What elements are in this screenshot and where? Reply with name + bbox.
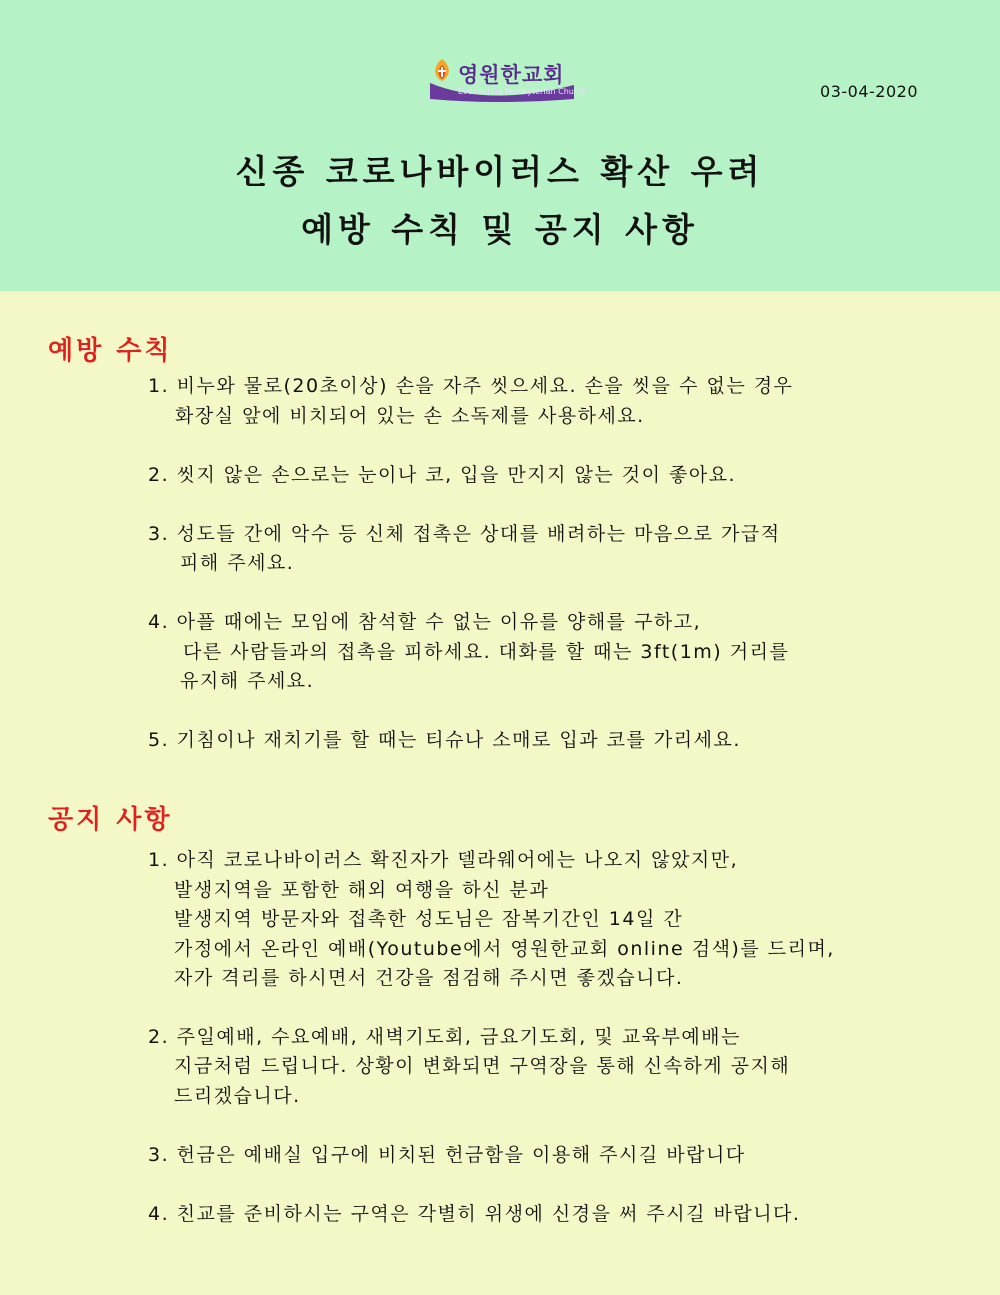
prevention-item-3-line-1: 3. 성도들 간에 악수 등 신체 접촉은 상대를 배려하는 마음으로 가급적 <box>148 523 781 545</box>
notice-item-4-line-1: 4. 친교를 준비하시는 구역은 각별히 위생에 신경을 써 주시길 바랍니다. <box>148 1203 801 1225</box>
notice-heading: 공지 사항 <box>48 805 173 835</box>
notice-item-2-line-3: 드리겠습니다. <box>174 1085 301 1107</box>
notice-item-1-line-3: 발생지역 방문자와 접촉한 성도님은 잠복기간인 14일 간 <box>174 908 684 930</box>
prevention-item-4-line-3: 유지해 주세요. <box>180 670 315 692</box>
notice-item-2-line-1: 2. 주일예배, 수요예배, 새벽기도회, 금요기도회, 및 교육부예배는 <box>148 1026 741 1048</box>
notice-item-1-line-4: 가정에서 온라인 예배(Youtube에서 영원한교회 online 검색)를 드리며, <box>174 938 835 960</box>
prevention-item-4-line-1: 4. 아플 때에는 모임에 참석할 수 없는 이유를 양해를 구하고, <box>148 611 702 633</box>
prevention-item-4-line-2: 다른 사람들과의 접촉을 피하세요. 대화를 할 때는 3ft(1m) 거리를 <box>183 641 790 663</box>
header-banner <box>0 0 1000 291</box>
logo-subtitle: Everlasting Presbyterian Church <box>458 87 587 96</box>
logo-name: 영원한교회 <box>458 63 565 87</box>
church-logo <box>428 55 587 105</box>
prevention-item-1-line-1: 1. 비누와 물로(20초이상) 손을 자주 씻으세요. 손을 씻을 수 없는 경우 <box>148 375 794 397</box>
prevention-item-5-line-1: 5. 기침이나 재치기를 할 때는 티슈나 소매로 입과 코를 가리세요. <box>148 729 741 751</box>
prevention-item-1-line-2: 화장실 앞에 비치되어 있는 손 소독제를 사용하세요. <box>175 405 645 427</box>
prevention-heading: 예방 수칙 <box>48 336 173 366</box>
notice-item-3-line-1: 3. 헌금은 예배실 입구에 비치된 헌금함을 이용해 주시길 바랍니다 <box>148 1144 746 1166</box>
notice-item-1-line-5: 자가 격리를 하시면서 건강을 점검해 주시면 좋겠습니다. <box>174 967 684 989</box>
notice-item-1-line-2: 발생지역을 포함한 해외 여행을 하신 분과 <box>174 879 550 901</box>
prevention-item-3-line-2: 피해 주세요. <box>180 552 295 574</box>
notice-date: 03-04-2020 <box>820 82 918 101</box>
page-title-line2: 예방 수칙 및 공지 사항 <box>301 210 699 249</box>
notice-item-2-line-2: 지금처럼 드립니다. 상황이 변화되면 구역장을 통해 신속하게 공지해 <box>174 1055 791 1077</box>
page-title-line1: 신종 코로나바이러스 확산 우려 <box>235 152 765 191</box>
notice-item-1-line-1: 1. 아직 코로나바이러스 확진자가 델라웨어에는 나오지 않았지만, <box>148 849 739 871</box>
prevention-item-2-line-1: 2. 씻지 않은 손으로는 눈이나 코, 입을 만지지 않는 것이 좋아요. <box>148 464 737 486</box>
